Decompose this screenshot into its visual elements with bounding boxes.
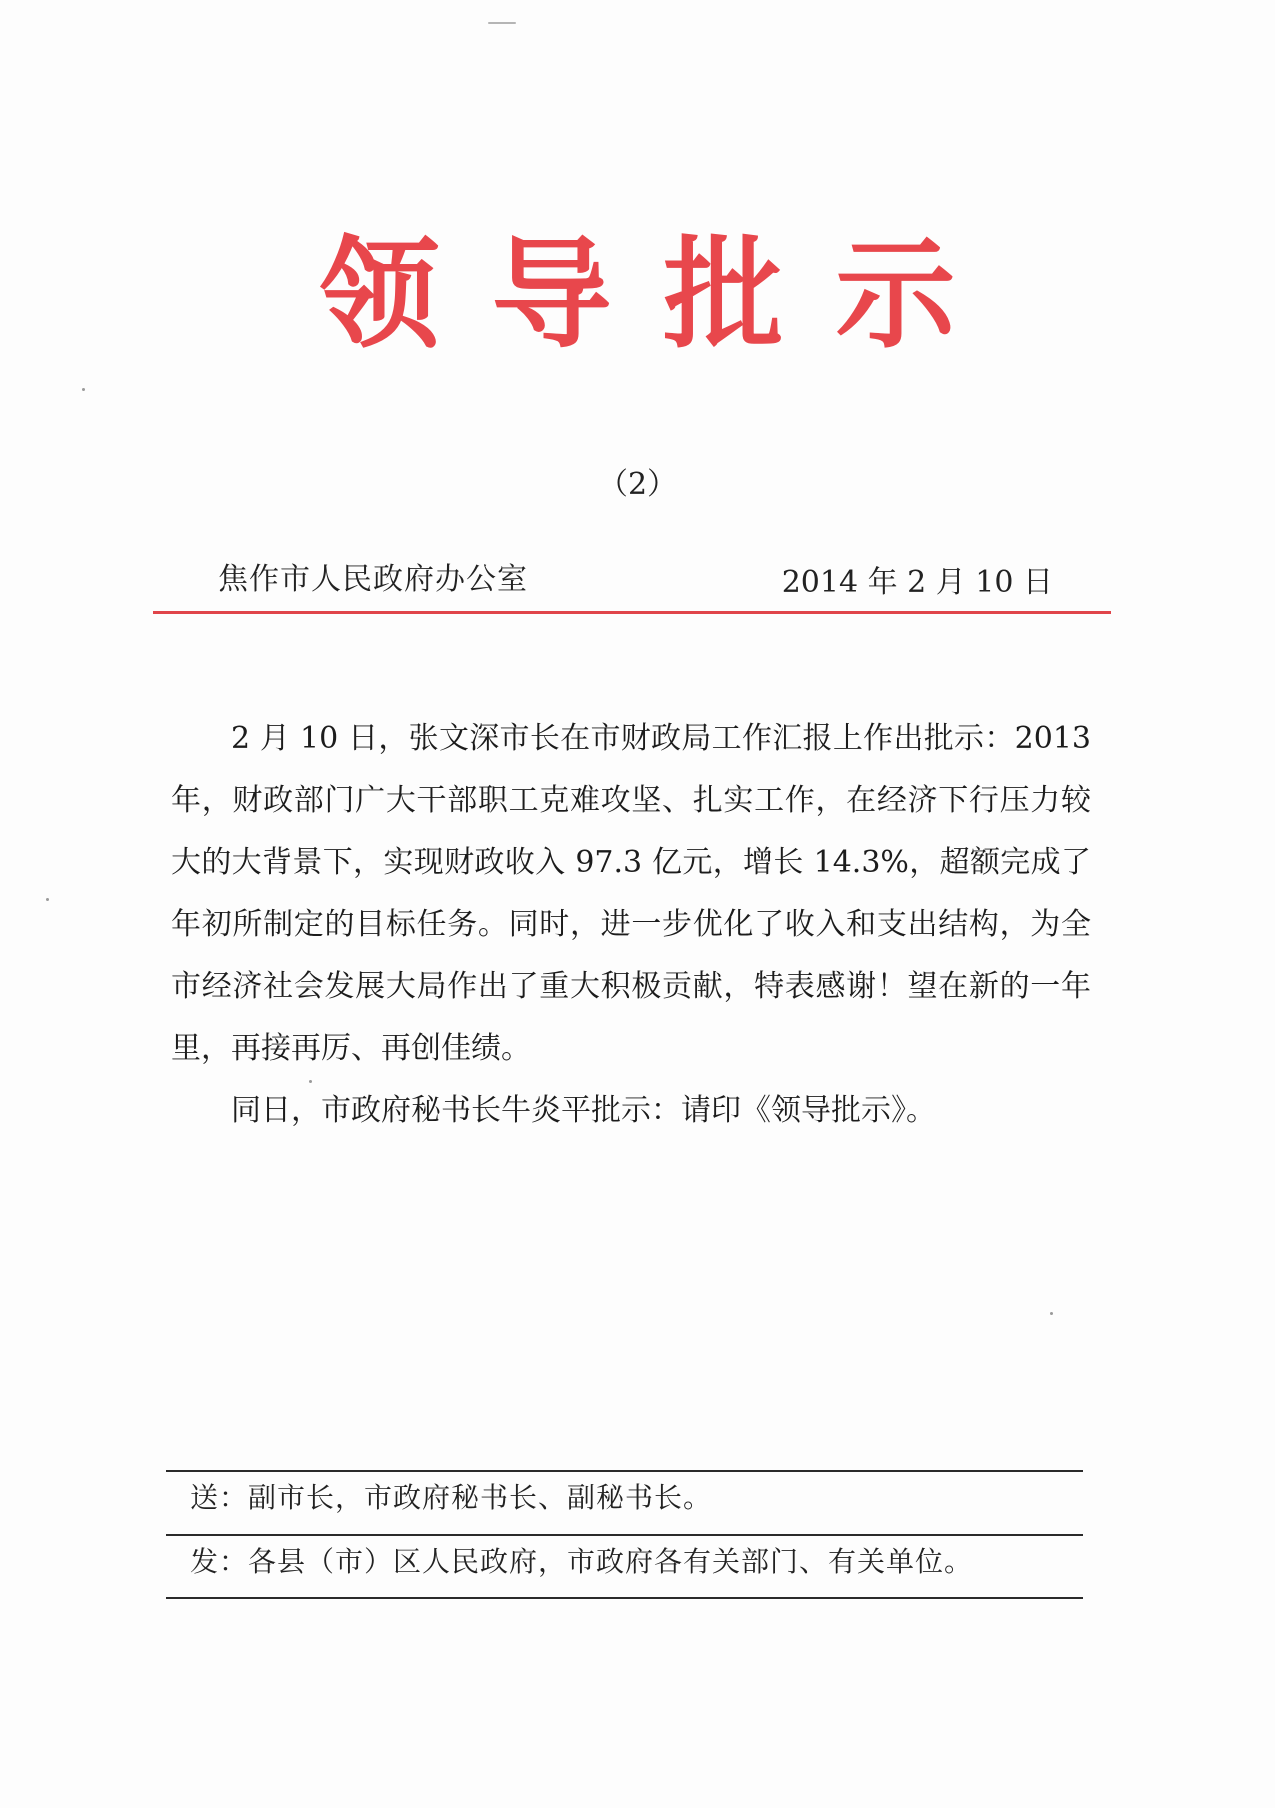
document-title: 领导批示 (319, 224, 1008, 365)
body-paragraph-1: 2 月 10 日，张文深市长在市财政局工作汇报上作出批示：2013 年，财政部门广大干部职工克难攻坚、扎实工作，在经济下行压力较大的大背景下，实现财政收入 97.3 亿元，增长 14.3%，超额完成了年初所制定的目标任务。同时，进一步优化了收入和支出结构，为全市经济社会发展大局作出了重大积极贡献，特表感谢！望在新的一年里，再接再厉、再创佳绩。 (171, 721, 1091, 1066)
scan-speck (488, 22, 516, 24)
scan-speck (46, 898, 49, 901)
body-paragraph-2: 同日，市政府秘书长牛炎平批示：请印《领导批示》。 (231, 1093, 936, 1128)
distribution-rule-middle (166, 1534, 1083, 1536)
issue-number: （2） (597, 467, 678, 502)
document-body (171, 708, 1091, 1142)
distribution-issue-to: 发：各县（市）区人民政府，市政府各有关部门、有关单位。 (190, 1545, 974, 1578)
distribution-rule-top (166, 1470, 1083, 1472)
scan-speck (82, 388, 85, 391)
distribution-send: 送：副市长，市政府秘书长、副秘书长。 (190, 1481, 713, 1514)
scan-speck (1050, 1312, 1053, 1315)
scan-speck (309, 1080, 312, 1083)
header-red-rule (153, 611, 1111, 614)
issue-date: 2014 年 2 月 10 日 (781, 565, 1053, 600)
issuing-office: 焦作市人民政府办公室 (218, 562, 528, 597)
distribution-rule-bottom (166, 1597, 1083, 1599)
